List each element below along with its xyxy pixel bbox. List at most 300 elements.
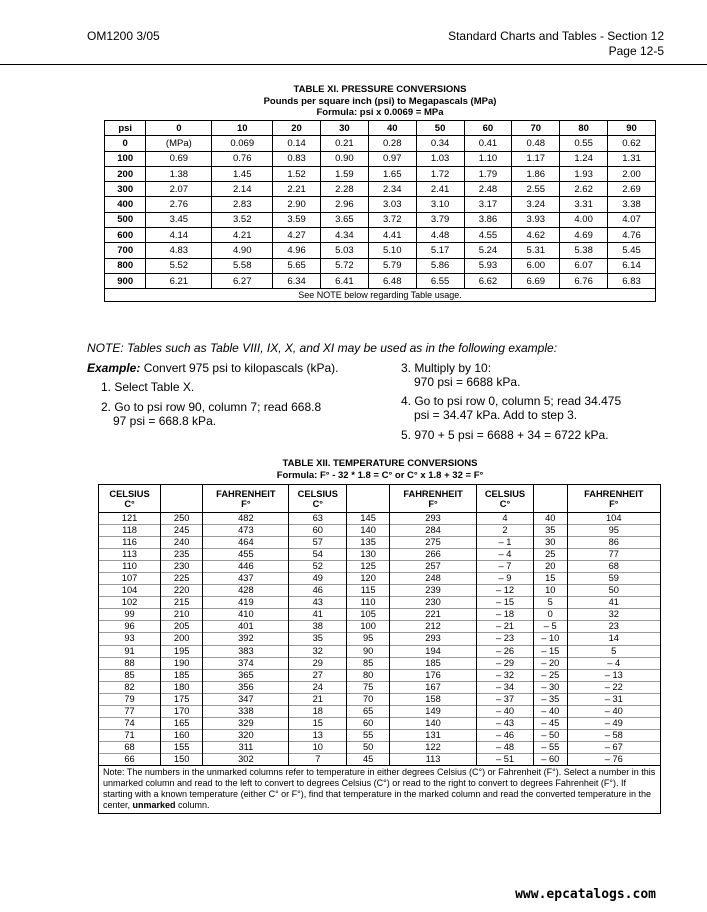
unmarked-value: – 40 [534, 705, 568, 717]
table-row [105, 212, 656, 227]
mpa-value: 1.10 [464, 151, 512, 166]
mpa-value: 0.83 [273, 151, 321, 166]
website-footer[interactable]: www.epcatalogs.com [515, 887, 656, 902]
mpa-value: 6.41 [320, 273, 368, 288]
unmarked-value: 90 [347, 645, 390, 657]
fahrenheit-value: – 40 [567, 705, 660, 717]
celsius-value: – 1 [477, 537, 534, 549]
fahrenheit-value: 77 [567, 549, 660, 561]
unmarked-value: 115 [347, 585, 390, 597]
mpa-value: 1.45 [212, 166, 273, 181]
fahrenheit-value: 122 [390, 741, 477, 753]
table-xi-col-header: 90 [608, 121, 656, 136]
mpa-value: 5.58 [212, 258, 273, 273]
celsius-value: 15 [289, 717, 347, 729]
celsius-value: 43 [289, 597, 347, 609]
mpa-value: 0.97 [368, 151, 416, 166]
unmarked-value: 200 [161, 633, 203, 645]
psi-row-label: 500 [105, 212, 146, 227]
celsius-value: 104 [99, 585, 161, 597]
unmarked-value: – 20 [534, 657, 568, 669]
table-row [99, 729, 661, 741]
unmarked-value: 185 [161, 669, 203, 681]
unmarked-value: 250 [161, 513, 203, 525]
celsius-value: 66 [99, 753, 161, 765]
unmarked-value: 160 [161, 729, 203, 741]
fahrenheit-value: 194 [390, 645, 477, 657]
fahrenheit-value: 239 [390, 585, 477, 597]
celsius-value: – 37 [477, 693, 534, 705]
mpa-value: 3.24 [512, 197, 560, 212]
celsius-value: – 9 [477, 573, 534, 585]
celsius-value: 79 [99, 693, 161, 705]
psi-row-label: 200 [105, 166, 146, 181]
table-xi-subtitle: Pounds per square inch (psi) to Megapascals (MPa) [263, 95, 497, 107]
unmarked-value: 20 [534, 561, 568, 573]
fahrenheit-value: 32 [567, 609, 660, 621]
unmarked-value: 10 [534, 585, 568, 597]
fahrenheit-value: 455 [203, 549, 289, 561]
mpa-value: 4.96 [273, 243, 321, 258]
fahrenheit-value: 248 [390, 573, 477, 585]
fahrenheit-value: 284 [390, 525, 477, 537]
mpa-value: 0.62 [608, 136, 656, 151]
section-title: Standard Charts and Tables - Section 12 [448, 29, 664, 43]
mpa-value: 3.93 [512, 212, 560, 227]
psi-row-label: 400 [105, 197, 146, 212]
fahrenheit-value: 185 [390, 657, 477, 669]
fahrenheit-value: – 13 [567, 669, 660, 681]
mpa-value: 6.69 [512, 273, 560, 288]
unmarked-value: 140 [347, 525, 390, 537]
unmarked-value: 65 [347, 705, 390, 717]
mpa-value: 2.62 [560, 182, 608, 197]
table-row [105, 136, 656, 151]
mpa-value: 6.76 [560, 273, 608, 288]
table-xi-col-header: 20 [273, 121, 321, 136]
celsius-value: 82 [99, 681, 161, 693]
celsius-value: 29 [289, 657, 347, 669]
table-xi-col-header: 60 [464, 121, 512, 136]
celsius-value: 38 [289, 621, 347, 633]
fahrenheit-value: 41 [567, 597, 660, 609]
mpa-value: 4.76 [608, 228, 656, 243]
table-row [99, 525, 661, 537]
unmarked-value: 105 [347, 609, 390, 621]
mpa-value: 0.21 [320, 136, 368, 151]
mpa-value: 1.52 [273, 166, 321, 181]
mpa-value: 4.14 [146, 228, 212, 243]
example-step-4-line2: psi = 34.47 kPa. Add to step 3. [414, 407, 578, 422]
mpa-value: 2.90 [273, 197, 321, 212]
unmarked-value: – 10 [534, 633, 568, 645]
celsius-value: 35 [289, 633, 347, 645]
celsius-value: 102 [99, 597, 161, 609]
table-xi-col-header: 30 [320, 121, 368, 136]
table-row [99, 609, 661, 621]
unmarked-value: 0 [534, 609, 568, 621]
mpa-value: 3.52 [212, 212, 273, 227]
unmarked-header [347, 485, 390, 513]
mpa-value: 6.27 [212, 273, 273, 288]
table-row [105, 197, 656, 212]
celsius-value: 91 [99, 645, 161, 657]
unmarked-value: – 45 [534, 717, 568, 729]
celsius-value: 68 [99, 741, 161, 753]
unmarked-value: 120 [347, 573, 390, 585]
mpa-value: 1.59 [320, 166, 368, 181]
fahrenheit-value: – 22 [567, 681, 660, 693]
mpa-value: 3.45 [146, 212, 212, 227]
table-xi-col-header: 50 [416, 121, 464, 136]
mpa-value: 5.10 [368, 243, 416, 258]
celsius-value: 99 [99, 609, 161, 621]
table-row [99, 753, 661, 765]
unmarked-value: 80 [347, 669, 390, 681]
mpa-value: 5.72 [320, 258, 368, 273]
note-emphasis: unmarked [132, 799, 176, 810]
table-xi-formula: Formula: psi x 0.0069 = MPa [316, 107, 444, 118]
fahrenheit-value: 311 [203, 741, 289, 753]
unmarked-value: – 60 [534, 753, 568, 765]
psi-row-label: 800 [105, 258, 146, 273]
fahrenheit-value: 158 [390, 693, 477, 705]
mpa-value: 5.31 [512, 243, 560, 258]
mpa-value: 0.55 [560, 136, 608, 151]
mpa-value: 6.62 [464, 273, 512, 288]
unmarked-value: 30 [534, 537, 568, 549]
table-xi-col-header: 10 [212, 121, 273, 136]
celsius-value: 110 [99, 561, 161, 573]
celsius-value: 60 [289, 525, 347, 537]
psi-row-label: 600 [105, 228, 146, 243]
unmarked-value: 45 [347, 753, 390, 765]
celsius-value: 46 [289, 585, 347, 597]
mpa-value: 2.00 [608, 166, 656, 181]
celsius-value: 24 [289, 681, 347, 693]
example-label: Example: [87, 361, 141, 375]
unmarked-value: 100 [347, 621, 390, 633]
celsius-value: – 21 [477, 621, 534, 633]
mpa-value: 0.069 [212, 136, 273, 151]
fahrenheit-value: 212 [390, 621, 477, 633]
document-id: OM1200 3/05 [87, 29, 160, 43]
example-step-3 [401, 362, 520, 389]
mpa-value: 0.90 [320, 151, 368, 166]
fahrenheit-value: 68 [567, 561, 660, 573]
celsius-value: 118 [99, 525, 161, 537]
celsius-value: 52 [289, 561, 347, 573]
fahrenheit-value: 293 [390, 513, 477, 525]
mpa-value: 4.21 [212, 228, 273, 243]
mpa-value: 2.69 [608, 182, 656, 197]
mpa-value: 1.93 [560, 166, 608, 181]
table-row [99, 537, 661, 549]
celsius-value: – 32 [477, 669, 534, 681]
celsius-value: 57 [289, 537, 347, 549]
example-step-4-line1: 4. Go to psi row 0, column 5; read 34.475 [401, 394, 622, 408]
mpa-value: 0.41 [464, 136, 512, 151]
table-row [105, 182, 656, 197]
mpa-value: 0.76 [212, 151, 273, 166]
unmarked-value: 5 [534, 597, 568, 609]
example-step-2-line1: 2. Go to psi row 90, column 7; read 668.8 [101, 400, 322, 414]
fahrenheit-value: 410 [203, 609, 289, 621]
fahrenheit-value: 167 [390, 681, 477, 693]
mpa-value: 2.34 [368, 182, 416, 197]
fahrenheit-value: 401 [203, 621, 289, 633]
fahrenheit-header: FAHRENHEIT F° [567, 485, 660, 513]
table-row [99, 657, 661, 669]
celsius-value: – 4 [477, 549, 534, 561]
celsius-value: 93 [99, 633, 161, 645]
celsius-value: 13 [289, 729, 347, 741]
fahrenheit-value: 149 [390, 705, 477, 717]
celsius-value: – 40 [477, 705, 534, 717]
unmarked-value: – 55 [534, 741, 568, 753]
fahrenheit-value: 176 [390, 669, 477, 681]
mpa-value: 6.07 [560, 258, 608, 273]
unmarked-value: 25 [534, 549, 568, 561]
fahrenheit-value: 257 [390, 561, 477, 573]
unmarked-value: 190 [161, 657, 203, 669]
celsius-value: – 34 [477, 681, 534, 693]
table-xii-caption [0, 458, 707, 481]
fahrenheit-value: 383 [203, 645, 289, 657]
celsius-value: 2 [477, 525, 534, 537]
mpa-value: 0.48 [512, 136, 560, 151]
mpa-value: 3.72 [368, 212, 416, 227]
table-row [105, 258, 656, 273]
unmarked-value: 235 [161, 549, 203, 561]
fahrenheit-value: – 67 [567, 741, 660, 753]
unmarked-value: – 50 [534, 729, 568, 741]
mpa-value: 0.14 [273, 136, 321, 151]
example-step-1: 1. Select Table X. [101, 380, 195, 394]
celsius-value: 10 [289, 741, 347, 753]
mpa-value: 2.76 [146, 197, 212, 212]
fahrenheit-value: 365 [203, 669, 289, 681]
mpa-value: 4.62 [512, 228, 560, 243]
celsius-value: 63 [289, 513, 347, 525]
fahrenheit-value: 95 [567, 525, 660, 537]
unmarked-value: – 30 [534, 681, 568, 693]
table-xi-note: See NOTE below regarding Table usage. [105, 289, 656, 302]
mpa-value: 4.41 [368, 228, 416, 243]
fahrenheit-value: 293 [390, 633, 477, 645]
mpa-value: 5.24 [464, 243, 512, 258]
mpa-value: 3.79 [416, 212, 464, 227]
mpa-value: 0.34 [416, 136, 464, 151]
mpa-value: 6.48 [368, 273, 416, 288]
mpa-value: 1.24 [560, 151, 608, 166]
mpa-value: 3.38 [608, 197, 656, 212]
mpa-value: 3.59 [273, 212, 321, 227]
table-row [99, 621, 661, 633]
unmarked-value: 175 [161, 693, 203, 705]
mpa-value: 6.14 [608, 258, 656, 273]
table-row [105, 273, 656, 288]
mpa-value: 2.83 [212, 197, 273, 212]
fahrenheit-value: 446 [203, 561, 289, 573]
example-step-3-line2: 970 psi = 6688 kPa. [414, 374, 521, 389]
table-row [99, 585, 661, 597]
table-xi-col-header: 80 [560, 121, 608, 136]
table-xi-title: TABLE XI. PRESSURE CONVERSIONS [293, 84, 467, 95]
fahrenheit-header: FAHRENHEIT F° [203, 485, 289, 513]
unmarked-value: 125 [347, 561, 390, 573]
note-end: column. [175, 799, 210, 810]
table-row [105, 166, 656, 181]
fahrenheit-value: 374 [203, 657, 289, 669]
mpa-value: 4.27 [273, 228, 321, 243]
unmarked-value: 210 [161, 609, 203, 621]
celsius-value: 41 [289, 609, 347, 621]
mpa-value: 3.17 [464, 197, 512, 212]
unmarked-value: 170 [161, 705, 203, 717]
fahrenheit-value: 230 [390, 597, 477, 609]
celsius-value: 85 [99, 669, 161, 681]
unmarked-value: 225 [161, 573, 203, 585]
table-xi-header-row [105, 121, 656, 136]
celsius-value: 107 [99, 573, 161, 585]
unmarked-value: 70 [347, 693, 390, 705]
mpa-value: 4.55 [464, 228, 512, 243]
table-xii-header-row [99, 485, 661, 513]
mpa-value: 5.38 [560, 243, 608, 258]
table-row [105, 228, 656, 243]
celsius-value: – 51 [477, 753, 534, 765]
unmarked-value: 220 [161, 585, 203, 597]
unmarked-value: 130 [347, 549, 390, 561]
celsius-value: – 18 [477, 609, 534, 621]
unmarked-value: 135 [347, 537, 390, 549]
unmarked-value: 50 [347, 741, 390, 753]
mpa-value: 1.79 [464, 166, 512, 181]
mpa-value: 3.86 [464, 212, 512, 227]
mpa-value: 2.07 [146, 182, 212, 197]
celsius-value: – 46 [477, 729, 534, 741]
mpa-value: 4.69 [560, 228, 608, 243]
mpa-value: 3.10 [416, 197, 464, 212]
section-header [448, 29, 664, 59]
mpa-value: 5.03 [320, 243, 368, 258]
unmarked-value: 35 [534, 525, 568, 537]
mpa-value: 5.17 [416, 243, 464, 258]
mpa-value: 3.65 [320, 212, 368, 227]
table-row [105, 151, 656, 166]
table-row [99, 705, 661, 717]
page-number: Page 12-5 [608, 44, 664, 58]
unmarked-value: 215 [161, 597, 203, 609]
mpa-value: 2.14 [212, 182, 273, 197]
celsius-header: CELSIUS C° [99, 485, 161, 513]
mpa-value: 0.69 [146, 151, 212, 166]
unmarked-value: 95 [347, 633, 390, 645]
fahrenheit-value: 104 [567, 513, 660, 525]
example-step-4 [401, 395, 621, 422]
mpa-value: 2.28 [320, 182, 368, 197]
mpa-value: 1.72 [416, 166, 464, 181]
mpa-value: 1.86 [512, 166, 560, 181]
table-xi-col-header: 40 [368, 121, 416, 136]
unmarked-value: 165 [161, 717, 203, 729]
table-row [99, 633, 661, 645]
unmarked-header [161, 485, 203, 513]
unmarked-value: 230 [161, 561, 203, 573]
fahrenheit-value: 392 [203, 633, 289, 645]
celsius-value: – 43 [477, 717, 534, 729]
celsius-value: – 15 [477, 597, 534, 609]
example-step-2-line2: 97 psi = 668.8 kPa. [113, 413, 217, 428]
celsius-value: – 48 [477, 741, 534, 753]
header-divider [0, 64, 707, 65]
mpa-value: 4.00 [560, 212, 608, 227]
table-row [99, 693, 661, 705]
celsius-value: 54 [289, 549, 347, 561]
fahrenheit-value: 356 [203, 681, 289, 693]
pressure-conversion-table [104, 120, 656, 302]
usage-note: NOTE: Tables such as Table VIII, IX, X, and XI may be used as in the following example: [87, 341, 558, 355]
psi-row-label: 300 [105, 182, 146, 197]
table-xi-col-header: psi [105, 121, 146, 136]
unmarked-value: 15 [534, 573, 568, 585]
celsius-value: – 23 [477, 633, 534, 645]
unmarked-value: 40 [534, 513, 568, 525]
mpa-value: 6.00 [512, 258, 560, 273]
celsius-value: 27 [289, 669, 347, 681]
fahrenheit-value: 419 [203, 597, 289, 609]
fahrenheit-value: 23 [567, 621, 660, 633]
unmarked-value: 155 [161, 741, 203, 753]
table-row [99, 573, 661, 585]
fahrenheit-value: 221 [390, 609, 477, 621]
mpa-value: 1.17 [512, 151, 560, 166]
example-step-3-line1: 3. Multiply by 10: [401, 361, 492, 375]
mpa-value: 5.86 [416, 258, 464, 273]
celsius-value: 4 [477, 513, 534, 525]
table-row [99, 645, 661, 657]
mpa-value: 4.07 [608, 212, 656, 227]
fahrenheit-value: 464 [203, 537, 289, 549]
unmarked-value: – 25 [534, 669, 568, 681]
fahrenheit-value: 14 [567, 633, 660, 645]
celsius-value: 18 [289, 705, 347, 717]
celsius-value: 121 [99, 513, 161, 525]
table-xii-formula: Formula: F° - 32 * 1.8 = C° or C° x 1.8 + 32 = F° [276, 469, 484, 481]
table-xi-caption [0, 84, 707, 119]
fahrenheit-value: – 4 [567, 657, 660, 669]
unmarked-header [534, 485, 568, 513]
celsius-value: 113 [99, 549, 161, 561]
unmarked-value: – 15 [534, 645, 568, 657]
fahrenheit-value: 131 [390, 729, 477, 741]
unmarked-value: 85 [347, 657, 390, 669]
fahrenheit-value: 437 [203, 573, 289, 585]
psi-row-label: 900 [105, 273, 146, 288]
fahrenheit-value: – 31 [567, 693, 660, 705]
fahrenheit-value: – 58 [567, 729, 660, 741]
example-text: Convert 975 psi to kilopascals (kPa). [140, 361, 339, 375]
mpa-value: 6.21 [146, 273, 212, 288]
fahrenheit-value: 5 [567, 645, 660, 657]
fahrenheit-value: 329 [203, 717, 289, 729]
mpa-value: 5.45 [608, 243, 656, 258]
mpa-value: 4.34 [320, 228, 368, 243]
mpa-value: 2.55 [512, 182, 560, 197]
mpa-value: 6.55 [416, 273, 464, 288]
fahrenheit-value: 86 [567, 537, 660, 549]
